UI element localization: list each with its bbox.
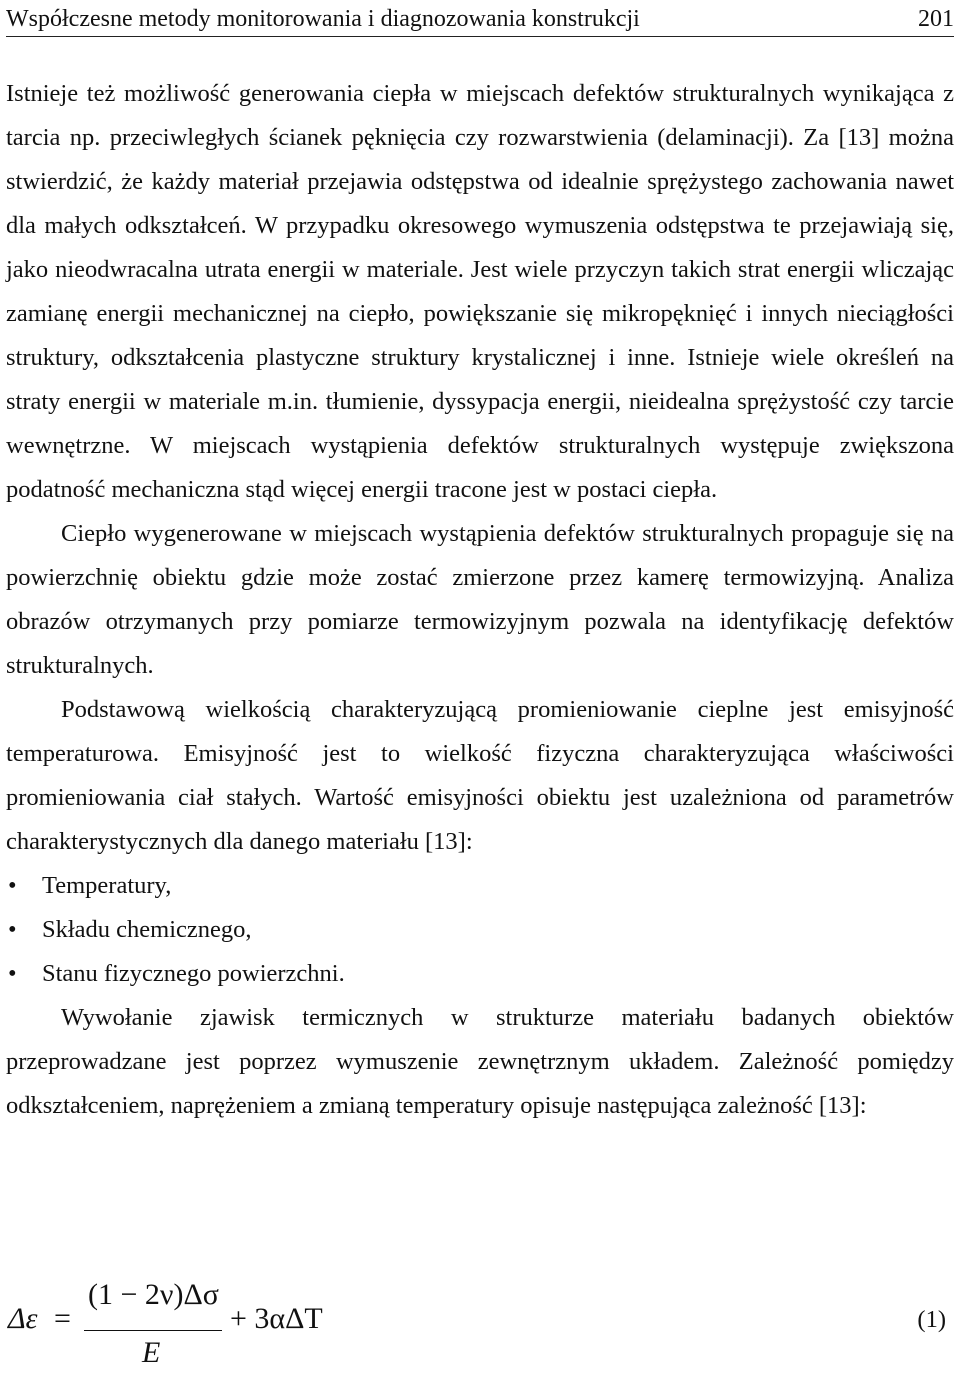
equation-label: (1): [917, 1306, 946, 1333]
equation-numerator: (1 − 2ν)Δσ: [88, 1278, 219, 1311]
fraction-bar: [84, 1330, 222, 1331]
paragraph-2: Ciepło wygenerowane w miejscach wystąpienia defektów strukturalnych propaguje się na powierzchnię obiektu gdzie może zostać zmierzone przez kamerę termowizyjną. Analiza obrazów otrzymanych przy pomiarze termowizyjnym pozwala na identyfikację defektów strukturalnych.: [6, 520, 954, 679]
bullet-icon: •: [8, 960, 17, 987]
equation-equals: =: [54, 1302, 71, 1335]
equation-1: [8, 1272, 954, 1376]
running-title: Współczesne metody monitorowania i diagnozowania konstrukcji: [6, 6, 640, 32]
paragraph-3: Podstawową wielkością charakteryzującą promieniowanie cieplne jest emisyjność temperaturowa. Emisyjność jest to wielkość fizyczna charakteryzująca właściwości promieniowania ciał stałych. Wartość emisyjności obiektu jest uzależniona od parametrów charakterystycznych dla danego materiału [13]:: [6, 696, 954, 855]
bullet-list: [6, 864, 954, 996]
list-item-text: Stanu fizycznego powierzchni.: [42, 960, 345, 987]
bullet-icon: •: [8, 916, 17, 943]
page-header: [6, 2, 954, 37]
page-number: 201: [918, 6, 954, 32]
paragraph-4: Wywołanie zjawisk termicznych w strukturze materiału badanych obiektów przeprowadzane jest poprzez wymuszenie zewnętrznym układem. Zależność pomiędzy odkształceniem, naprężeniem a zmianą temperatury opisuje następująca zależność [13]:: [6, 1004, 954, 1119]
bullet-icon: •: [8, 872, 17, 899]
list-item: [6, 952, 954, 996]
list-item: [6, 908, 954, 952]
equation-plus-term: + 3αΔT: [230, 1302, 323, 1335]
equation-denominator: E: [142, 1336, 161, 1369]
list-item-text: Temperatury,: [42, 872, 172, 899]
list-item: [6, 864, 954, 908]
paragraph-1: Istnieje też możliwość generowania ciepła w miejscach defektów strukturalnych wynikająca z tarcia np. przeciwległych ścianek pęknięcia czy rozwarstwienia (delaminacji). Za [13] można stwierdzić, że każdy materiał przejawia odstępstwa od idealnie sprężystego zachowania nawet dla małych odkształceń. W przypadku okresowego wymuszenia odstępstwa te przejawiają się, jako nieodwracalna utrata energii w materiale. Jest wiele przyczyn takich strat energii wliczając zamianę energii mechanicznej na ciepło, powiększanie się mikropęknięć i innych nieciągłości struktury, odkształcenia plastyczne struktury krystalicznej i inne. Istnieje wiele określeń na straty energii w materiale m.in. tłumienie, dyssypacja energii, nieidealna sprężystość czy tarcie wewnętrzne. W miejscach wystąpienia defektów strukturalnych występuje zwiększona podatność mechaniczna stąd więcej energii tracone jest w postaci ciepła.: [6, 80, 954, 503]
body-text: [6, 72, 954, 1128]
list-item-text: Składu chemicznego,: [42, 916, 252, 943]
equation-lhs: Δε: [8, 1302, 38, 1335]
